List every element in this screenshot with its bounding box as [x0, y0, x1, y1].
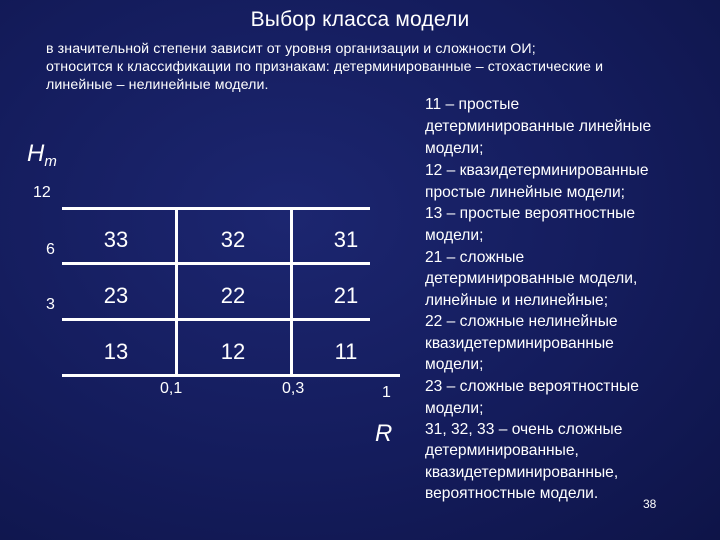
legend-line: 13 – простые вероятностные — [425, 205, 636, 222]
grid-line-vertical — [290, 207, 293, 375]
grid-line-horizontal — [62, 262, 370, 265]
grid-line-horizontal — [62, 318, 370, 321]
legend-line: 12 – квазидетерминированные — [425, 162, 649, 179]
class-cell: 11 — [334, 339, 358, 364]
legend-line: модели; — [425, 227, 484, 244]
legend-line: детерминированные модели, — [425, 270, 638, 287]
x-axis-label: R — [375, 420, 393, 447]
class-cell: 32 — [220, 227, 246, 252]
legend-line: 11 – простые — [425, 96, 520, 113]
legend-line: 22 – сложные нелинейные — [425, 313, 618, 330]
class-cell: 31 — [333, 227, 359, 252]
grid-line-vertical — [175, 207, 178, 375]
legend-line: детерминированные линейные — [425, 118, 652, 135]
x-tick-label: 1 — [382, 384, 391, 401]
legend-line: детерминированные, — [425, 442, 579, 459]
x-tick-label: 0,3 — [282, 380, 305, 397]
class-cell: 21 — [333, 283, 359, 308]
y-axis-label — [27, 140, 57, 170]
y-axis-label-subscript: m — [44, 153, 57, 170]
legend-line: линейные и нелинейные; — [425, 292, 609, 309]
class-cell: 33 — [103, 227, 129, 252]
legend-line: модели; — [425, 140, 484, 157]
legend-line: квазидетерминированные, — [425, 464, 619, 481]
class-cell: 23 — [103, 283, 129, 308]
legend-line: 21 – сложные — [425, 249, 525, 266]
grid-line-horizontal — [62, 207, 370, 210]
class-cell: 13 — [103, 339, 129, 364]
y-tick-label: 3 — [46, 296, 55, 313]
slide-number: 38 — [643, 497, 657, 511]
y-tick-label: 6 — [46, 241, 55, 258]
y-axis-label-main: H — [27, 140, 45, 167]
intro-line-3: линейные – нелинейные модели. — [46, 77, 269, 93]
y-tick-label: 12 — [33, 184, 51, 201]
x-tick-label: 0,1 — [160, 380, 183, 397]
legend-line: 23 – сложные вероятностные — [425, 378, 639, 395]
class-cell: 22 — [220, 283, 246, 308]
legend-line: простые линейные модели; — [425, 184, 626, 201]
intro-line-2: относится к классификации по признакам: детерминированные – стохастические и — [46, 59, 604, 75]
legend-line: вероятностные модели. — [425, 485, 599, 502]
intro-line-1: в значительной степени зависит от уровня организации и сложности ОИ; — [46, 41, 536, 57]
legend-line: модели; — [425, 400, 484, 417]
slide-title: Выбор класса модели — [250, 8, 470, 31]
legend-line: 31, 32, 33 – очень сложные — [425, 421, 623, 438]
legend-line: модели; — [425, 356, 484, 373]
legend-line: квазидетерминированные — [425, 335, 614, 352]
grid-line-horizontal — [62, 374, 400, 377]
class-cell: 12 — [220, 339, 246, 364]
